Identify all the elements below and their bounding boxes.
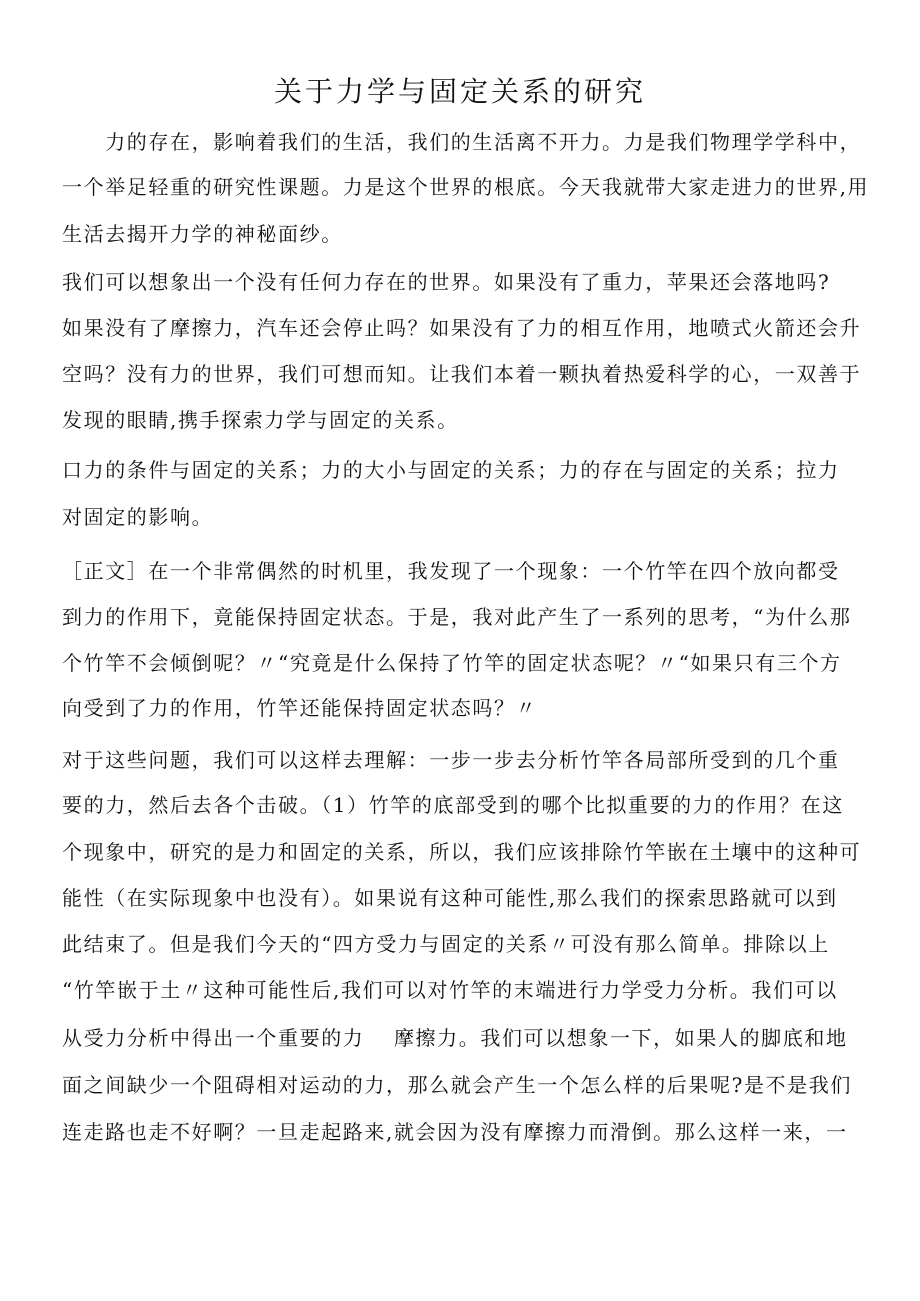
text-line: 力的存在，影响着我们的生活，我们的生活离不开力。力是我们物理学学科中， [62,130,862,154]
text-line: ［正文］在一个非常偶然的时机里，我发现了一个现象：一个竹竿在四个放向都受 [62,559,840,583]
text-line: 对于这些问题，我们可以这样去理解：一步一步去分析竹竿各局部所受到的几个重 [62,748,840,772]
text-line: 个现象中，研究的是力和固定的关系，所以，我们应该排除竹竿嵌在土壤中的这种可 [62,840,862,864]
text-line: 我们可以想象出一个没有任何力存在的世界。如果没有了重力，苹果还会落地吗? [62,270,831,294]
text-line: 发现的眼睛,携手探索力学与固定的关系。 [62,408,459,432]
text-line: 一个举足轻重的研究性课题。力是这个世界的根底。今天我就带大家走进力的世界,用 [62,175,870,199]
text-line: 此结束了。但是我们今天的“四方受力与固定的关系〃可没有那么简单。排除以上 [62,932,830,956]
text-line: “竹竿嵌于土〃这种可能性后,我们可以对竹竿的末端进行力学受力分析。我们可以 [62,978,838,1002]
text-line: 生活去揭开力学的神秘面纱。 [62,222,343,246]
text-line: 个竹竿不会倾倒呢？〃“究竟是什么保持了竹竿的固定状态呢？〃“如果只有三个方 [62,651,842,675]
text-line: 到力的作用下，竟能保持固定状态。于是，我对此产生了一系列的思考，“为什么那 [62,605,852,629]
text-line: 如果没有了摩擦力，汽车还会停止吗？如果没有了力的相互作用，地喷式火箭还会升 [62,316,862,340]
text-line: 连走路也走不好啊？一旦走起路来,就会因为没有摩擦力而滑倒。那么这样一来，一 [62,1120,848,1144]
document-title: 关于力学与固定关系的研究 [273,75,646,108]
text-line: 对固定的影响。 [62,505,214,529]
text-line: 向受到了力的作用，竹竿还能保持固定状态吗？〃 [62,696,538,720]
text-line: 从受力分析中得出一个重要的力 摩擦力。我们可以想象一下，如果人的脚底和地 [62,1026,848,1050]
text-line: 能性（在实际现象中也没有）。如果说有这种可能性,那么我们的探索思路就可以到 [62,886,838,910]
text-line: 要的力，然后去各个击破。（1）竹竿的底部受到的哪个比拟重要的力的作用？在这 [62,793,844,817]
text-line: 空吗？没有力的世界，我们可想而知。让我们本着一颗执着热爱科学的心，一双善于 [62,362,862,386]
text-line: 口力的条件与固定的关系；力的大小与固定的关系；力的存在与固定的关系；拉力 [62,458,840,482]
text-line: 面之间缺少一个阻碍相对运动的力，那么就会产生一个怎么样的后果呢?是不是我们 [62,1073,852,1097]
